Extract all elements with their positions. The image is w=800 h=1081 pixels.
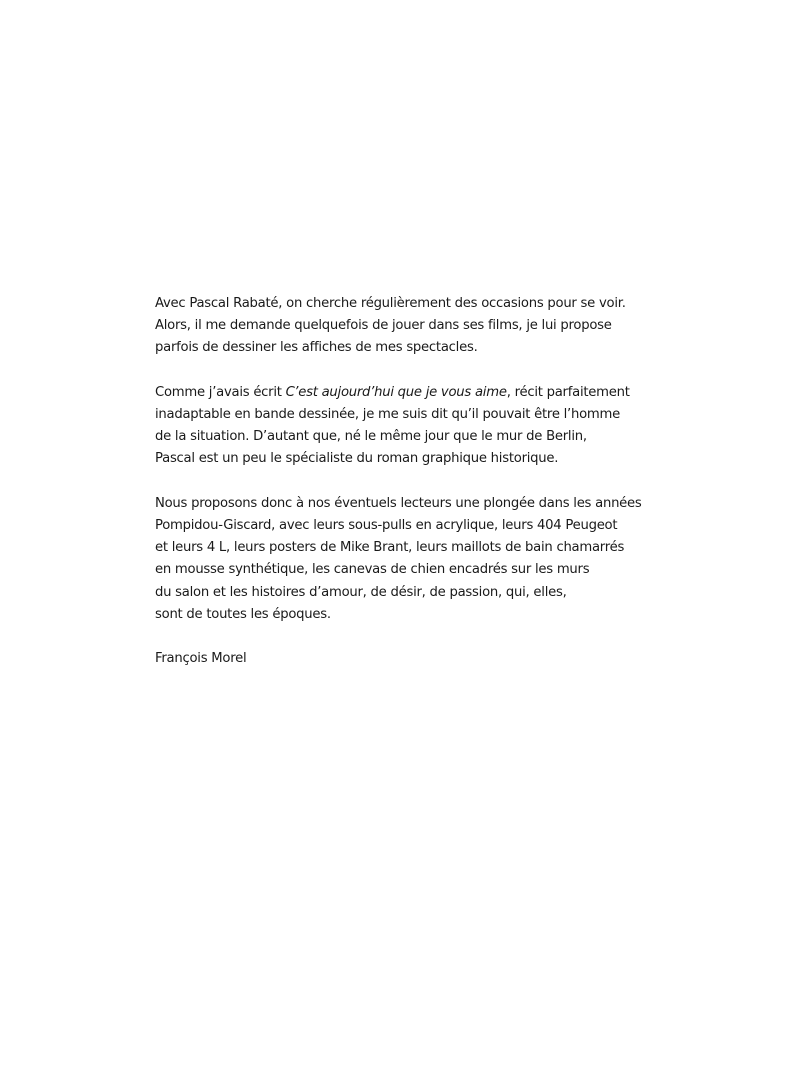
book-title: C’est aujourd’hui que je vous aime (285, 384, 507, 400)
text-line: sont de toutes les époques. (155, 606, 331, 622)
paragraph-1 (155, 293, 635, 360)
text-line: Pascal est un peu le spécialiste du roman graphique historique. (155, 451, 559, 467)
author-signature: François Morel (155, 651, 247, 667)
text-line (155, 382, 635, 404)
preface-text (155, 293, 642, 670)
text-line: en mousse synthétique, les canevas de chien encadrés sur les murs (155, 562, 590, 578)
text-line: du salon et les histoires d’amour, de désir, de passion, qui, elles, (155, 584, 567, 600)
text-line: de la situation. D’autant que, né le même jour que le mur de Berlin, (155, 429, 587, 445)
text-line: Avec Pascal Rabaté, on cherche régulièrement des occasions pour se voir. (155, 296, 626, 311)
text-line: et leurs 4 L, leurs posters de Mike Brant, leurs maillots de bain chamarrés (155, 540, 625, 556)
paragraph-3 (155, 493, 642, 626)
text-line: Pompidou-Giscard, avec leurs sous-pulls en acrylique, leurs 404 Peugeot (155, 518, 618, 533)
text-segment: Comme j’avais écrit (155, 384, 286, 400)
paragraph-2 (155, 382, 635, 471)
text-line: parfois de dessiner les affiches de mes spectacles. (155, 340, 478, 356)
text-line: Alors, il me demande quelquefois de jouer dans ses films, je lui propose (155, 318, 612, 334)
text-segment: , récit parfaitement (506, 384, 630, 400)
text-line: Nous proposons donc à nos éventuels lecteurs une plongée dans les années (155, 495, 642, 511)
text-line: inadaptable en bande dessinée, je me suis dit qu’il pouvait être l’homme (155, 407, 620, 422)
